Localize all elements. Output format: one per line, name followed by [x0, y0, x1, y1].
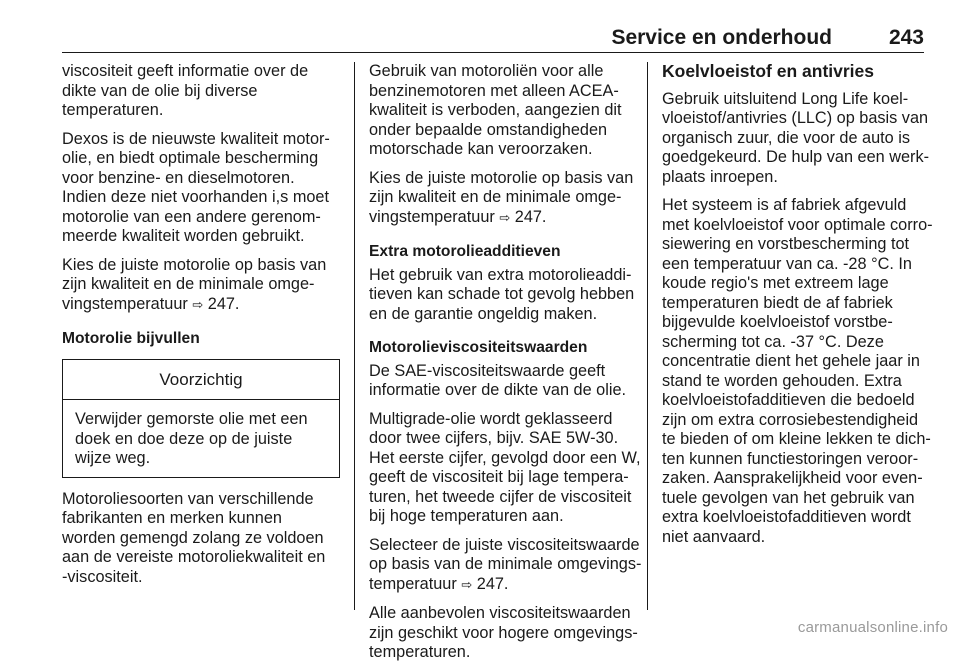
text-line: Alle aanbevolen viscositeitswaarden	[369, 604, 631, 622]
paragraph	[369, 265, 635, 325]
text-line: motorolie van een andere gerenom-	[62, 207, 321, 226]
text-line: tieven kan schade tot gevolg hebben	[369, 285, 635, 303]
text-line: Het systeem is af fabriek afgevuld	[662, 196, 907, 214]
text-line	[62, 295, 340, 316]
text-line: concentratie dient het gehele jaar in	[662, 352, 920, 370]
text-line: geeft de viscositeit bij lage tempera-	[369, 468, 629, 486]
text-line: organisch zuur, die voor de auto is	[662, 128, 910, 147]
cross-reference-page[interactable]: 247.	[514, 207, 547, 226]
text-line: Indien deze niet voorhanden i,s moet	[62, 188, 330, 206]
warning-body	[63, 400, 339, 477]
text-line: dikte van de olie bij diverse	[62, 81, 258, 100]
text-line: zijn om extra corrosiebestendigheid	[662, 410, 919, 429]
text-line: Kies de juiste motorolie op basis van	[369, 168, 634, 187]
text-line: zijn kwaliteit en de minimale omge-	[369, 188, 622, 206]
text-line: door twee cijfers, bijv. SAE 5W-30.	[369, 429, 619, 447]
text-line: aan de vereiste motoroliekwaliteit en	[62, 548, 326, 566]
text-line: informatie over de dikte van de olie.	[369, 381, 627, 399]
paragraph	[662, 196, 933, 547]
text-line: turen, het tweede cijfer de viscositeit	[369, 487, 632, 506]
text-line: Gebruik uitsluitend Long Life koel-	[662, 89, 909, 108]
cross-reference-arrow-icon[interactable]: ⇨	[499, 210, 511, 226]
text-line: -viscositeit.	[62, 567, 143, 586]
text-line: goedgekeurd. De hulp van een werk-	[662, 148, 930, 166]
text-line: De SAE-viscositeitswaarde geeft	[369, 361, 606, 380]
text-line: met koelvloeistof voor optimale corro-	[662, 215, 933, 234]
text-line: kwaliteit is verboden, aangezien dit	[369, 101, 622, 119]
column-2	[369, 62, 642, 672]
column-divider-2	[647, 62, 648, 610]
text-line: voor benzine- en dieselmotoren.	[62, 168, 295, 187]
text-line: plaats inroepen.	[662, 167, 778, 186]
column-3	[662, 61, 933, 556]
text-line: Selecteer de juiste viscositeitswaarde	[369, 535, 640, 554]
paragraph	[62, 490, 340, 588]
page-number: 243	[888, 26, 924, 49]
cross-reference-arrow-icon[interactable]: ⇨	[192, 297, 204, 313]
paragraph	[62, 256, 340, 316]
warning-box	[62, 359, 340, 478]
text-line: zijn geschikt voor hogere omgevings-	[369, 623, 638, 642]
text-line: niet aanvaard.	[662, 527, 766, 546]
cross-reference-page[interactable]: 247.	[207, 294, 240, 313]
text-line: motorschade kan veroorzaken.	[369, 140, 593, 158]
text-line: fabrikanten en merken kunnen	[62, 509, 282, 527]
text-line: een temperatuur van ca. -28 °C. In	[662, 254, 912, 273]
text-line: ten kunnen functiestoringen veroor-	[662, 449, 919, 468]
paragraph	[62, 130, 340, 247]
paragraph	[369, 604, 638, 663]
page-header	[62, 22, 924, 53]
subheading-motorolieviscositeitswaarden: Motorolieviscositeitswaarden	[369, 339, 588, 356]
paragraph	[369, 362, 631, 401]
cross-reference-page[interactable]: 247.	[476, 574, 509, 593]
text-line: Het eerste cijfer, gevolgd door een W,	[369, 448, 641, 467]
watermark: carmanualsonline.info	[797, 619, 948, 636]
text-line	[369, 208, 631, 229]
text-line: zaken. Aansprakelijkheid voor even-	[662, 469, 923, 487]
text-line: Gebruik van motoroliën voor alle	[369, 62, 604, 80]
text-line: zijn kwaliteit en de minimale omge-	[62, 275, 315, 293]
text-line: onder bepaalde omstandigheden	[369, 120, 608, 139]
section-heading-koelvloeistof: Koelvloeistof en antivries	[662, 61, 875, 81]
text-line: wijze weg.	[75, 449, 151, 467]
paragraph	[662, 89, 930, 188]
text-line: koude regio's met extreem lage	[662, 274, 889, 292]
text-line: doek en doe deze op de juiste	[75, 429, 293, 448]
text-fragment: temperatuur	[369, 574, 457, 593]
paragraph	[62, 62, 340, 121]
text-line: Motoroliesoorten van verschillende	[62, 489, 314, 508]
text-line: stand te worden gehouden. Extra	[662, 371, 902, 390]
text-line: olie, en biedt optimale bescherming	[62, 149, 319, 167]
text-line: viscositeit geeft informatie over de	[62, 62, 309, 80]
text-line: temperaturen biedt de af fabriek	[662, 293, 893, 312]
text-line	[369, 575, 631, 596]
paragraph	[369, 168, 634, 229]
section-title: Service en onderhoud	[611, 26, 832, 49]
text-line: Kies de juiste motorolie op basis van	[62, 255, 327, 274]
paragraph	[369, 409, 641, 527]
text-line: op basis van de minimale omgevings-	[369, 555, 642, 573]
text-line: scherming tot ca. -37 °C. Deze	[662, 332, 884, 351]
warning-title: Voorzichtig	[63, 360, 339, 401]
text-line: bij hoge temperaturen aan.	[369, 507, 564, 525]
text-line: temperaturen.	[369, 643, 471, 661]
text-fragment: vingstemperatuur	[62, 294, 188, 313]
subheading-motorolie-bijvullen: Motorolie bijvullen	[62, 330, 200, 347]
text-line: Multigrade-olie wordt geklasseerd	[369, 409, 613, 428]
text-line: en de garantie ongeldig maken.	[369, 304, 598, 323]
text-line: tuele gevolgen van het gebruik van	[662, 488, 915, 507]
text-line: te bieden of om kleine lekken te dich-	[662, 430, 931, 448]
text-line: koelvloeistofadditieven die bedoeld	[662, 391, 915, 409]
text-line: extra koelvloeistofadditieven wordt	[662, 508, 911, 526]
text-line: temperaturen.	[62, 101, 164, 119]
text-line: Het gebruik van extra motorolieaddi-	[369, 265, 632, 284]
subheading-extra-motorolieadditieven: Extra motorolieadditieven	[369, 243, 561, 260]
text-line: Dexos is de nieuwste kwaliteit motor-	[62, 129, 330, 148]
paragraph	[369, 62, 631, 160]
column-divider-1	[354, 62, 355, 610]
paragraph	[369, 535, 642, 596]
text-line: vloeistof/antivries (LLC) op basis van	[662, 109, 929, 127]
cross-reference-arrow-icon[interactable]: ⇨	[461, 577, 473, 593]
text-line: bijgevulde koelvloeistof vorstbe-	[662, 313, 893, 331]
text-fragment: vingstemperatuur	[369, 207, 495, 226]
text-line: siewering en vorstbescherming tot	[662, 235, 910, 253]
text-line: meerde kwaliteit worden gebruikt.	[62, 227, 305, 245]
text-line: Verwijder gemorste olie met een	[75, 410, 308, 428]
column-1	[62, 62, 340, 596]
text-line: benzinemotoren met alleen ACEA-	[369, 81, 619, 100]
text-line: worden gemengd zolang ze voldoen	[62, 528, 324, 547]
